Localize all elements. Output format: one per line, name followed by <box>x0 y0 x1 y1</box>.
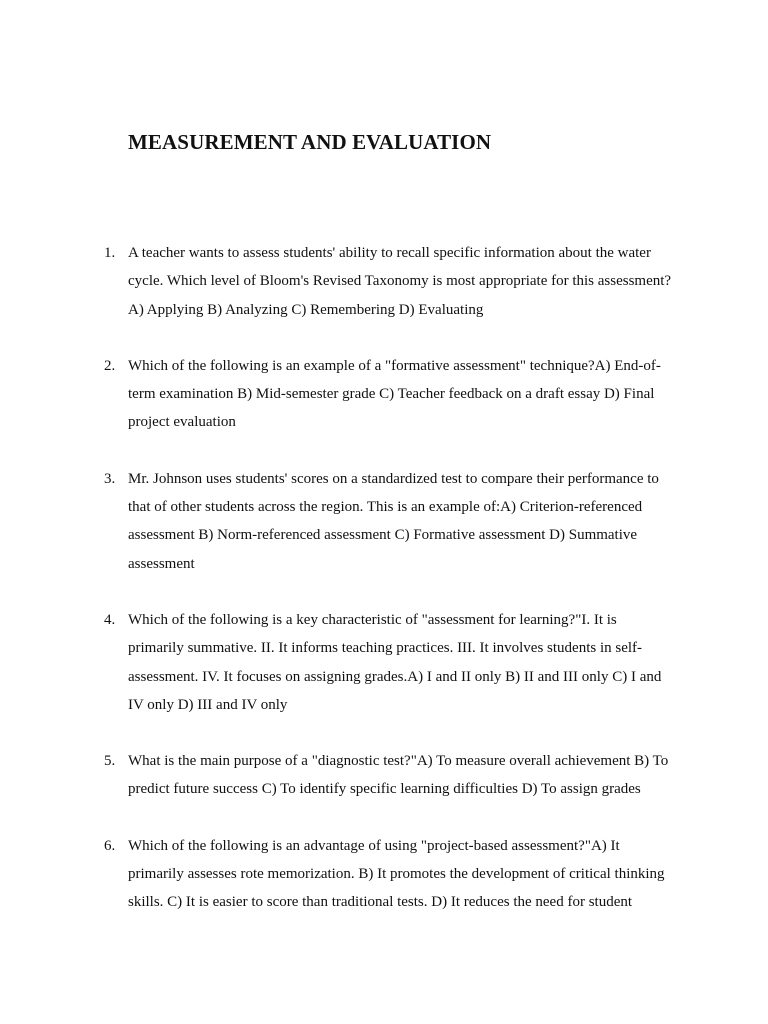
question-text: Which of the following is a key characteristic of "assessment for learning?"I. It is primarily summative. II. It informs teaching practices. III. It involves students in self-assessment. IV. It focuses on assigning grades.A) I and II only B) II and III only C) I and IV only D) III and IV only <box>128 611 662 713</box>
question-item-4 <box>0 606 768 719</box>
question-item-2 <box>0 352 768 437</box>
question-text: Which of the following is an advantage of using "project-based assessment?"A) It primarily assesses rote memorization. B) It promotes the development of critical thinking skills. C) It is easier to score than traditional tests. D) It reduces the need for student <box>128 837 665 911</box>
question-number: 5. <box>104 753 116 770</box>
question-number: 2. <box>104 357 116 374</box>
question-item-3 <box>0 465 768 578</box>
question-number: 3. <box>104 470 116 487</box>
question-item-1 <box>0 239 768 324</box>
question-list <box>0 239 768 945</box>
document-title: MEASUREMENT AND EVALUATION <box>128 130 492 154</box>
question-item-6 <box>0 832 768 917</box>
question-number: 4. <box>104 611 116 628</box>
question-text: Which of the following is an example of a "formative assessment" technique?A) End-of-term examination B) Mid-semester grade C) Teacher feedback on a draft essay D) Final project evaluation <box>128 357 661 431</box>
question-item-5 <box>0 747 768 804</box>
question-number: 6. <box>104 837 116 854</box>
question-text: A teacher wants to assess students' ability to recall specific information about the water cycle. Which level of Bloom's Revised Taxonomy is most appropriate for this assessment?A) Applying B) Analyzing C) Remembering D) Evaluating <box>128 245 672 318</box>
question-text: What is the main purpose of a "diagnostic test?"A) To measure overall achievement B) To predict future success C) To identify specific learning difficulties D) To assign grades <box>128 753 669 798</box>
question-text: Mr. Johnson uses students' scores on a standardized test to compare their performance to that of other students across the region. This is an example of:A) Criterion-referenced assessment B) Norm-referenced assessment C) Formative assessment D) Summative assessment <box>128 470 659 572</box>
question-number: 1. <box>104 245 116 261</box>
